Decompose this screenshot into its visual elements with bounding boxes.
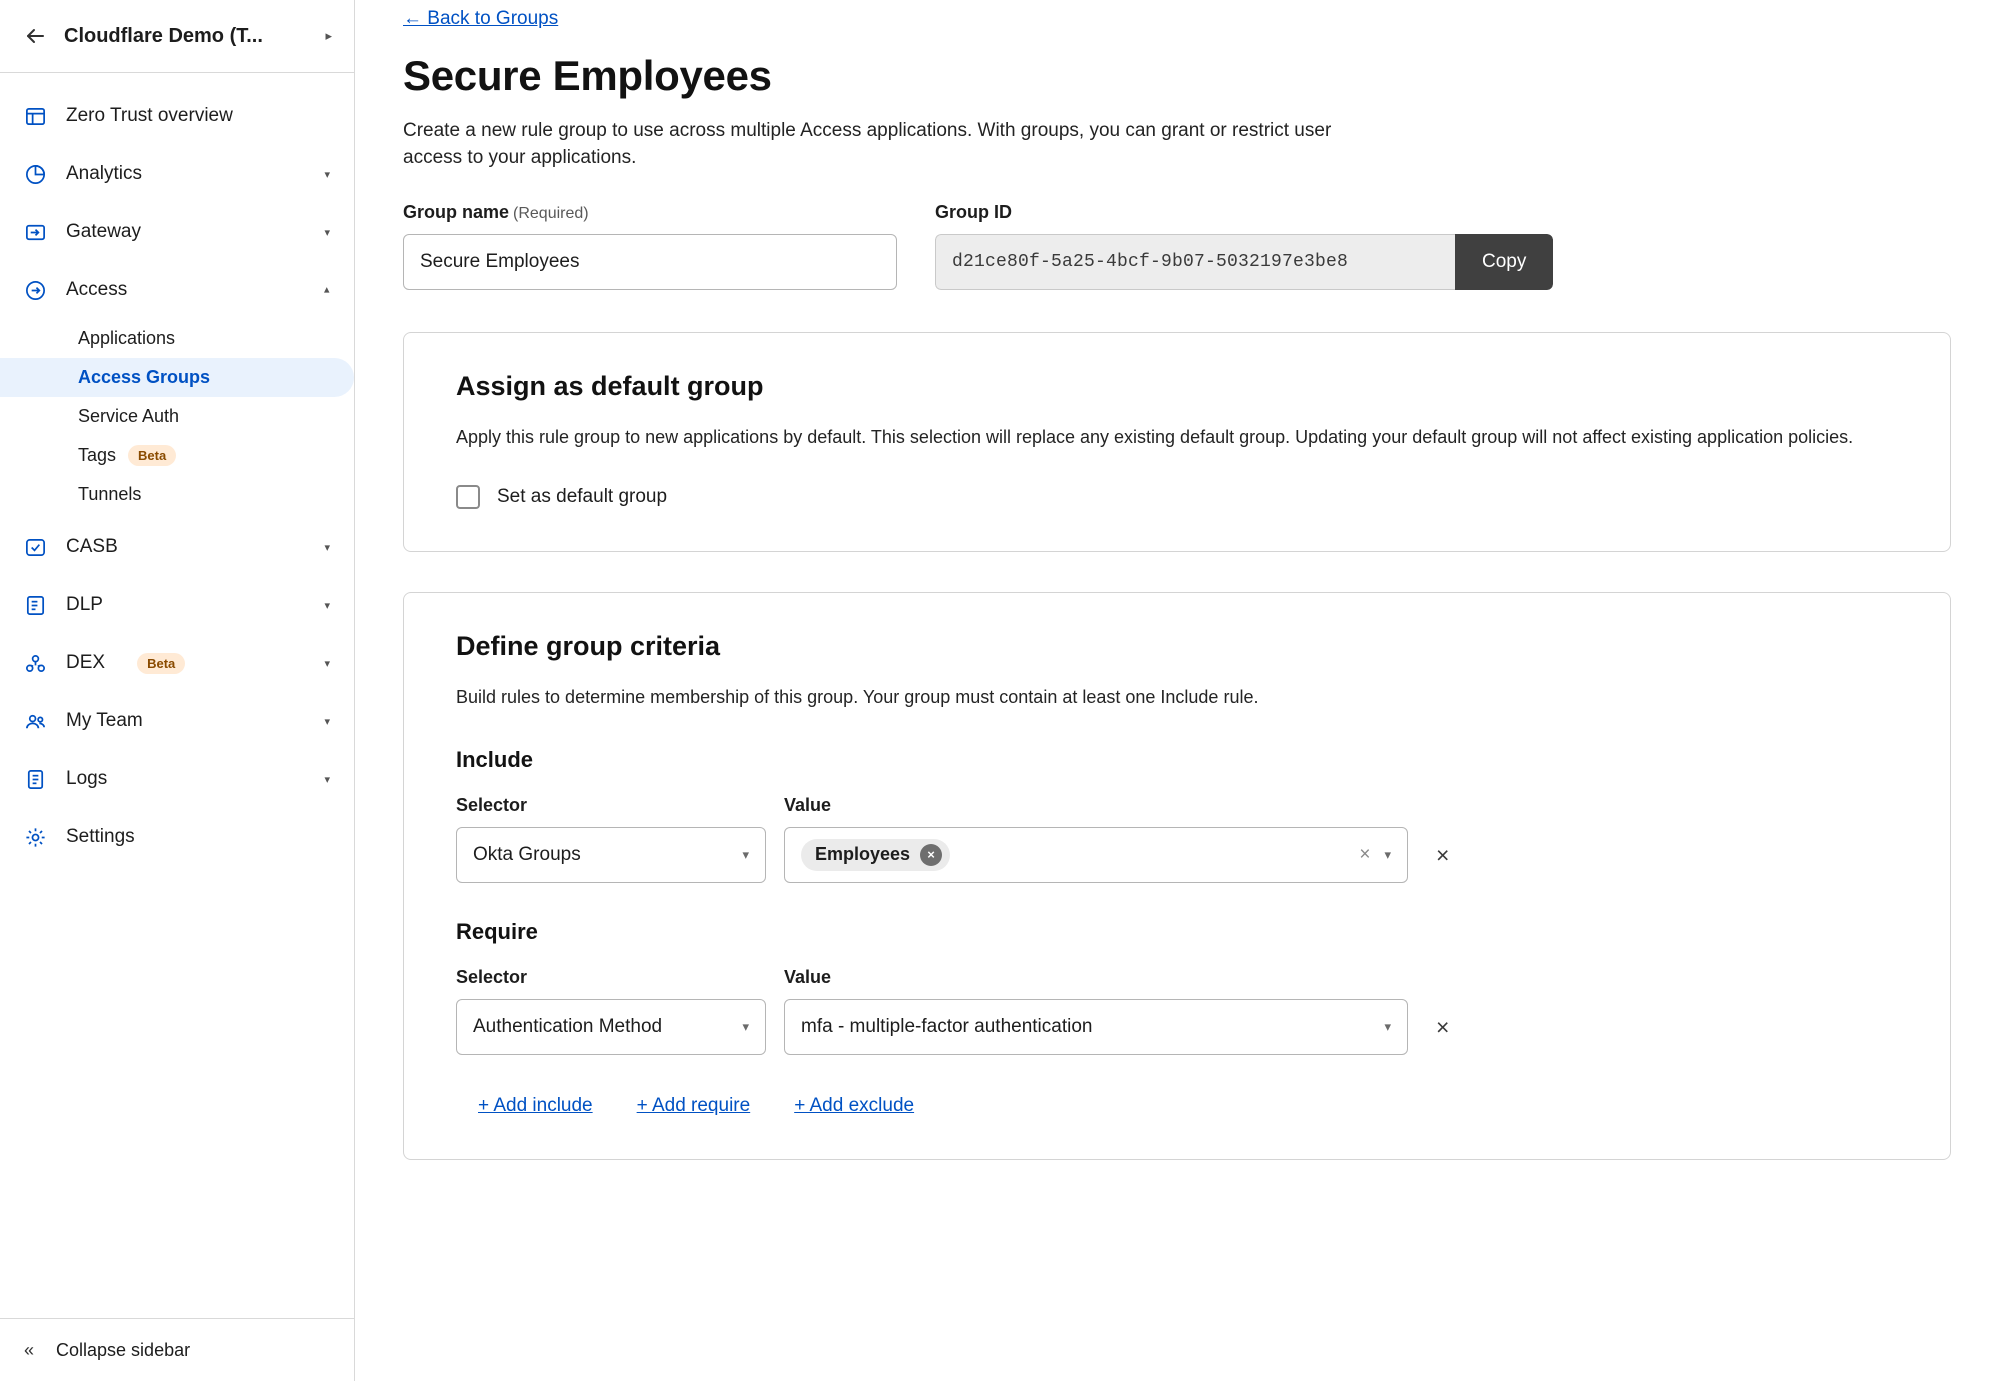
- chevron-down-icon: ▾: [1384, 846, 1391, 862]
- sidebar-label: My Team: [66, 710, 143, 731]
- sidebar-item-service-auth[interactable]: [0, 397, 354, 436]
- sidebar: [0, 0, 355, 1381]
- dashboard-icon: [22, 103, 48, 129]
- sidebar-sublabel: Access Groups: [78, 367, 211, 387]
- sidebar-sublabel: Service Auth: [78, 406, 180, 426]
- gear-icon: [22, 824, 48, 850]
- beta-badge: Beta: [137, 653, 185, 674]
- sidebar-item-analytics[interactable]: [0, 145, 354, 203]
- chevron-up-icon[interactable]: ▾: [324, 283, 330, 296]
- include-value-token: [801, 839, 950, 871]
- assign-default-group-description: Apply this rule group to new applications by default. This selection will replace any existing default group. Updating your default group will not affect existing application policies.: [456, 426, 1854, 447]
- sidebar-nav: [0, 73, 354, 1319]
- chevron-down-icon: ▾: [742, 1018, 749, 1034]
- main-content: [355, 0, 1999, 1381]
- remove-include-rule-icon[interactable]: ×: [1436, 841, 1450, 868]
- beta-badge: Beta: [128, 445, 176, 466]
- require-value-select[interactable]: [784, 999, 1408, 1055]
- sidebar-item-dex[interactable]: [0, 634, 354, 692]
- group-name-field-wrap: [403, 202, 897, 290]
- require-value-wrap: [784, 967, 1408, 1055]
- require-selector-label: Selector: [456, 966, 528, 987]
- include-section-heading: Include: [456, 746, 534, 772]
- chevron-down-icon[interactable]: ▾: [324, 226, 330, 239]
- sidebar-sublabel: Tags: [78, 445, 117, 465]
- set-as-default-group-label: Set as default group: [497, 485, 668, 507]
- sidebar-item-gateway[interactable]: [0, 203, 354, 261]
- sidebar-item-zero-trust-overview[interactable]: [0, 87, 354, 145]
- sidebar-label: Gateway: [66, 221, 141, 242]
- casb-icon: [22, 534, 48, 560]
- access-subnav: [0, 319, 354, 518]
- dex-icon: [22, 650, 48, 676]
- include-selector-label: Selector: [456, 794, 528, 815]
- sidebar-item-logs[interactable]: [0, 750, 354, 808]
- group-id-field-wrap: [935, 202, 1553, 290]
- group-name-label: [403, 202, 897, 223]
- set-as-default-group-checkbox[interactable]: [456, 485, 480, 509]
- group-name-input[interactable]: [403, 234, 897, 290]
- logs-icon: [22, 766, 48, 792]
- chevron-down-icon[interactable]: ▾: [324, 599, 330, 612]
- add-exclude-link[interactable]: + Add exclude: [794, 1094, 915, 1116]
- chevron-down-icon: ▾: [1384, 1018, 1391, 1034]
- sidebar-label: Access: [66, 279, 128, 300]
- sidebar-item-my-team[interactable]: [0, 692, 354, 750]
- require-selector-value: Authentication Method: [473, 1015, 663, 1037]
- chevron-down-icon[interactable]: ▾: [324, 168, 330, 181]
- sidebar-sublabel: Tunnels: [78, 484, 142, 504]
- group-id-control: [935, 234, 1553, 290]
- require-section-heading: Require: [456, 918, 538, 944]
- copy-button[interactable]: Copy: [1455, 234, 1553, 290]
- access-icon: [22, 277, 48, 303]
- back-to-groups-link[interactable]: ← Back to Groups: [403, 8, 559, 29]
- assign-default-group-title: Assign as default group: [456, 370, 764, 401]
- sidebar-label: Settings: [66, 826, 135, 847]
- dlp-icon: [22, 592, 48, 618]
- include-selector-select[interactable]: [456, 827, 766, 883]
- chevron-right-icon[interactable]: ▸: [325, 28, 332, 43]
- sidebar-label: CASB: [66, 536, 118, 557]
- remove-require-rule-icon[interactable]: ×: [1436, 1013, 1450, 1040]
- require-selector-wrap: [456, 967, 766, 1055]
- analytics-icon: [22, 161, 48, 187]
- remove-token-icon[interactable]: ×: [920, 844, 942, 866]
- sidebar-item-access-groups[interactable]: [0, 358, 354, 397]
- sidebar-item-tunnels[interactable]: [0, 475, 354, 514]
- define-group-criteria-description: Build rules to determine membership of this group. Your group must contain at least one Include rule.: [456, 686, 1259, 707]
- account-name: Cloudflare Demo (T...: [64, 24, 263, 47]
- collapse-sidebar-button[interactable]: [0, 1319, 354, 1381]
- chevron-down-icon: ▾: [742, 846, 749, 862]
- team-icon: [22, 708, 48, 734]
- group-name-label-text: Group name: [403, 201, 510, 222]
- group-name-required-note: (Required): [513, 204, 589, 222]
- sidebar-label: Zero Trust overview: [66, 105, 233, 126]
- sidebar-label: Logs: [66, 768, 108, 789]
- sidebar-label: DLP: [66, 594, 103, 615]
- chevron-down-icon[interactable]: ▾: [324, 541, 330, 554]
- include-rule-row: [456, 795, 1898, 883]
- group-id-label: Group ID: [935, 201, 1012, 222]
- page-description: Create a new rule group to use across multiple Access applications. With groups, you can grant or restrict user access to your applications.: [403, 120, 1332, 168]
- sidebar-sublabel: Applications: [78, 328, 176, 348]
- include-selector-wrap: [456, 795, 766, 883]
- back-arrow-icon[interactable]: [22, 23, 48, 49]
- sidebar-item-tags[interactable]: [0, 436, 354, 475]
- include-value-token-label: Employees: [815, 844, 911, 865]
- require-value-label: Value: [784, 966, 832, 987]
- require-selector-select[interactable]: [456, 999, 766, 1055]
- require-rule-row: [456, 967, 1898, 1055]
- chevron-down-icon[interactable]: ▾: [324, 715, 330, 728]
- include-selector-value: Okta Groups: [473, 843, 581, 865]
- include-value-select[interactable]: [784, 827, 1408, 883]
- group-id-value: d21ce80f-5a25-4bcf-9b07-5032197e3be8: [935, 234, 1455, 290]
- clear-value-icon[interactable]: ×: [1359, 843, 1371, 865]
- include-value-label: Value: [784, 794, 832, 815]
- set-as-default-group-row[interactable]: [456, 485, 1898, 509]
- define-group-criteria-title: Define group criteria: [456, 630, 721, 661]
- add-rule-links: [456, 1095, 1898, 1117]
- sidebar-item-applications[interactable]: [0, 319, 354, 358]
- include-value-wrap: [784, 795, 1408, 883]
- collapse-sidebar-label: Collapse sidebar: [56, 1339, 191, 1360]
- chevron-double-left-icon: «: [24, 1339, 35, 1360]
- add-require-link[interactable]: + Add require: [636, 1094, 751, 1116]
- account-header[interactable]: [0, 0, 354, 73]
- assign-default-group-card: [403, 332, 1951, 552]
- chevron-down-icon[interactable]: ▾: [324, 657, 330, 670]
- sidebar-label: Analytics: [66, 163, 143, 184]
- sidebar-label: DEX: [66, 652, 106, 673]
- gateway-icon: [22, 219, 48, 245]
- sidebar-item-settings[interactable]: [0, 808, 354, 866]
- define-group-criteria-card: [403, 592, 1951, 1160]
- page-title: Secure Employees: [403, 52, 772, 99]
- require-value-value: mfa - multiple-factor authentication: [801, 1015, 1093, 1037]
- add-include-link[interactable]: + Add include: [478, 1094, 593, 1116]
- sidebar-item-casb[interactable]: [0, 518, 354, 576]
- group-identity-row: [403, 202, 1999, 290]
- sidebar-item-dlp[interactable]: [0, 576, 354, 634]
- chevron-down-icon[interactable]: ▾: [324, 773, 330, 786]
- sidebar-item-access[interactable]: [0, 261, 354, 319]
